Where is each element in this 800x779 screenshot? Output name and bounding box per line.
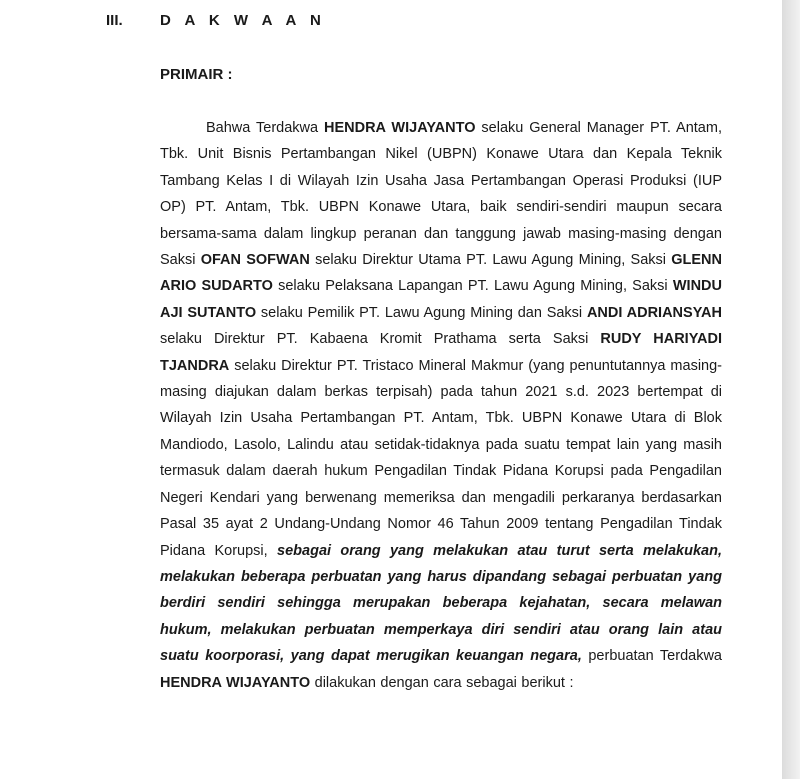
- indictment-body: [160, 115, 722, 696]
- section-heading: [106, 12, 326, 29]
- witness-name: RUDY HARIYADI TJANDRA: [160, 331, 723, 374]
- witness-name: GLENN ARIO SUDARTO: [160, 252, 722, 295]
- text-segment: selaku Direktur PT. Tristaco Mineral Makmur (yang penuntutannya masing-masing diajukan dalam berkas terpisah) pada tahun 2021 s.d. 2023 bertempat di Wilayah Izin Usaha Pertambangan PT. Antam, Tbk. UBPN Konawe Utara di Blok Mandiodo, Lasolo, Lalindu atau setidak-tidaknya pada suatu tempat lain yang masih termasuk dalam daerah hukum Pengadilan Tindak Pidana Korupsi pada Pengadilan Negeri Kendari yang berwenang memeriksa dan mengadili perkaranya berdasarkan Pasal 35 ayat 2 Undang-Undang Nomor 46 Tahun 2009 tentang Pengadilan Tindak Pidana Korupsi,: [160, 357, 722, 559]
- witness-name: WINDU AJI SUTANTO: [160, 278, 722, 321]
- defendant-name: HENDRA WIJAYANTO: [324, 120, 476, 136]
- text-segment: Bahwa Terdakwa: [206, 120, 324, 136]
- text-segment: perbuatan Terdakwa: [581, 648, 722, 665]
- section-title: D A K W A A N: [160, 12, 326, 29]
- text-segment: selaku General Manager PT. Antam, Tbk. Unit Bisnis Pertambangan Nikel (UBPN) Konawe Utara dan Kepala Teknik Tambang Kelas I di Wilayah Izin Usaha Jasa Pertambangan Operasi Produksi (IUP OP) PT. Antam, Tbk. UBPN Konawe Utara, baik sendiri-sendiri maupun secara bersama-sama dalam lingkup peranan dan tanggung jawab masing-masing dengan Saksi: [160, 120, 722, 269]
- text-segment: dilakukan dengan cara sebagai berikut :: [310, 674, 574, 691]
- indictment-paragraph: [160, 115, 722, 696]
- page-edge-shadow: [782, 0, 800, 779]
- text-segment: selaku Direktur Utama PT. Lawu Agung Mining, Saksi: [309, 252, 672, 269]
- defendant-name: HENDRA WIJAYANTO: [160, 674, 311, 691]
- text-segment: selaku Pemilik PT. Lawu Agung Mining dan Saksi: [256, 304, 587, 321]
- text-segment: selaku Pelaksana Lapangan PT. Lawu Agung Mining, Saksi: [272, 278, 673, 295]
- charge-text: sebagai orang yang melakukan atau turut serta melakukan, melakukan beberapa perbuatan yang harus dipandang sebagai perbuatan yang berdiri sendiri sehingga merupakan beberapa kejahatan, secara melawan hukum, melakukan perbuatan memperkaya diri sendiri atau orang lain atau suatu koorporasi, yang dapat merugikan keuangan negara,: [160, 542, 722, 665]
- text-segment: selaku Direktur PT. Kabaena Kromit Prathama serta Saksi: [160, 331, 601, 348]
- witness-name: ANDI ADRIANSYAH: [586, 304, 722, 321]
- witness-name: OFAN SOFWAN: [200, 252, 310, 269]
- subheading-primair: PRIMAIR :: [160, 66, 233, 83]
- section-number: III.: [106, 12, 123, 29]
